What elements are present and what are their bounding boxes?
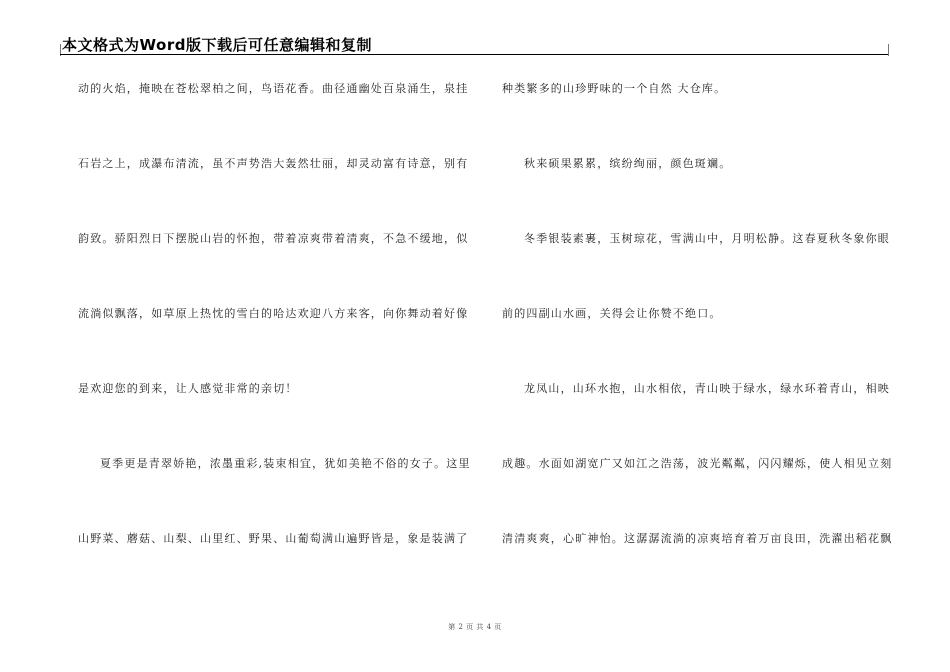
page-header-title: 本文格式为Word版下载后可任意编辑和复制 (62, 36, 372, 54)
header-divider (60, 54, 888, 55)
paragraph-line: 前的四副山水画，关得会让你赞不绝口。 (502, 307, 722, 320)
paragraph-line: 种类繁多的山珍野味的一个自然 大仓库。 (502, 82, 727, 95)
paragraph-line: 成趣。水面如湖宽广又如江之浩荡，波光粼粼，闪闪耀烁，使人相见立刻 (502, 457, 893, 470)
paragraph-line: 冬季银装素裹，玉树琼花，雪满山中，月明松静。这春夏秋冬象你眼 (524, 232, 890, 245)
paragraph-line: 流淌似飘落，如草原上热忱的雪白的哈达欢迎八方来客，向你舞动着好像 (78, 307, 469, 320)
paragraph-line: 是欢迎您的到来，让人感觉非常的亲切！ (78, 382, 298, 395)
paragraph-line: 清清爽爽，心旷神怡。这潺潺流淌的凉爽培育着万亩良田，洗濯出稻花飘 (502, 532, 893, 545)
paragraph-line: 韵致。骄阳烈日下摆脱山岩的怀抱，带着凉爽带着清爽，不急不缓地，似 (78, 232, 469, 245)
paragraph-line: 动的火焰，掩映在苍松翠柏之间，鸟语花香。曲径通幽处百泉涌生，泉挂 (78, 82, 469, 95)
paragraph-line: 石岩之上，成瀑布清流，虽不声势浩大轰然壮丽，却灵动富有诗意，别有 (78, 157, 469, 170)
page-number-footer: 第 2 页 共 4 页 (448, 623, 502, 631)
paragraph-line: 秋来硕果累累，缤纷绚丽，颜色斑斓。 (524, 157, 732, 170)
paragraph-line: 山野菜、蘑菇、山梨、山里红、野果、山葡萄满山遍野皆是，象是装满了 (78, 532, 469, 545)
paragraph-line: 夏季更是青翠娇艳，浓墨重彩,装束相宜，犹如美艳不俗的女子。这里 (100, 457, 471, 470)
crop-mark-right (888, 44, 890, 56)
paragraph-line: 龙凤山，山环水抱，山水相依，青山映于绿水，绿水环着青山，相映 (524, 382, 890, 395)
